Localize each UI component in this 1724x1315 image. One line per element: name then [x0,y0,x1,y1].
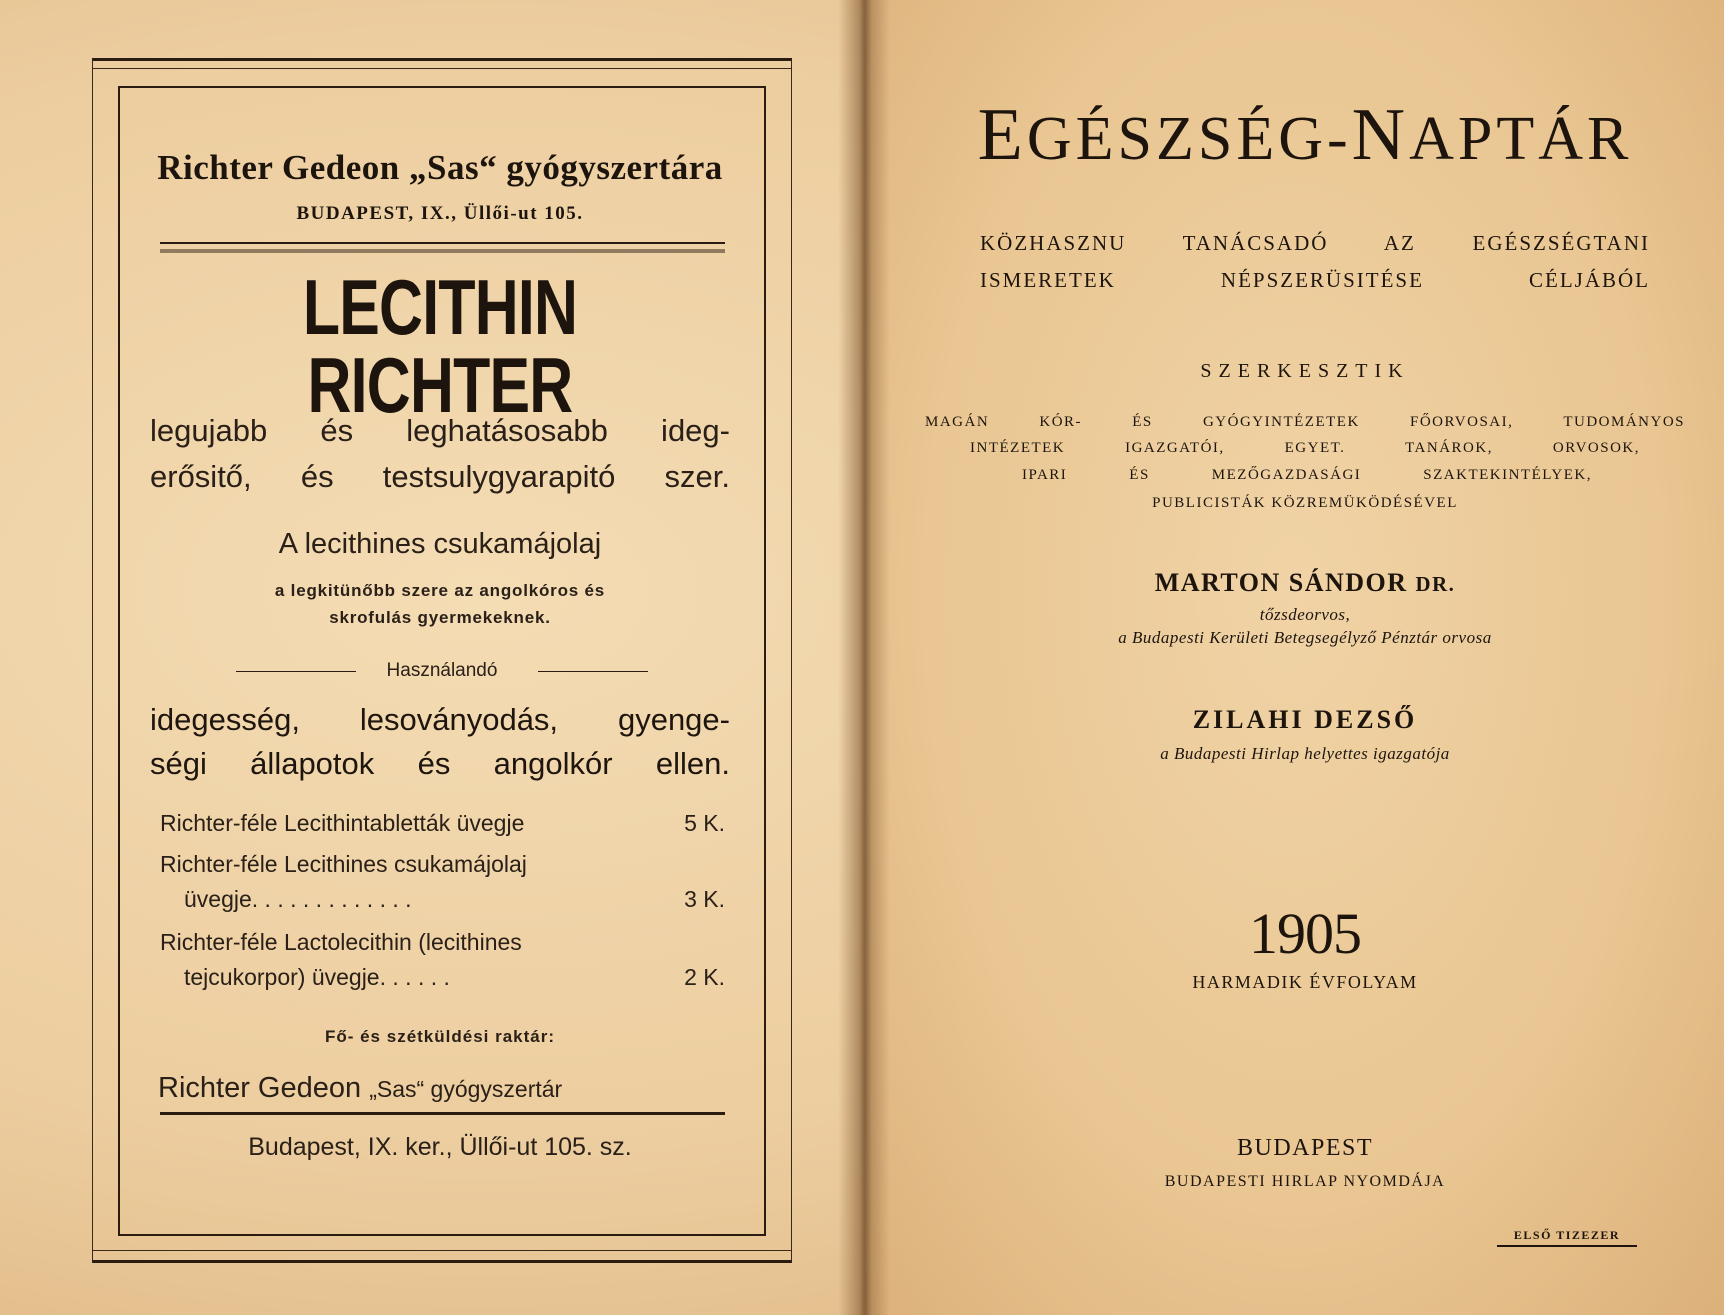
ad-indications-line1: idegesség, lesoványodás, gyenge- [150,702,730,737]
subtitle-line2: ISMERETEK NÉPSZERÜSITÉSE CÉLJÁBÓL [980,268,1650,292]
price-item-1-price: 5 K. [684,810,725,836]
ad-description-line2: erősitő, és testsulygyarapitó szer. [150,459,730,494]
ad-divider-shaded [160,249,725,253]
book-title [940,94,1670,176]
printing-press: BUDAPESTI HIRLAP NYOMDÁJA [1164,1173,1446,1190]
price-item-3-label-cont: tejcukorpor) üvegje. . . . . . [184,964,450,990]
ad-shop-name: Richter Gedeon „Sas“ gyógyszertára [157,148,723,187]
price-item-2-price: 3 K. [684,886,725,912]
price-item-3 [160,929,725,956]
editor1 [940,568,1670,598]
ad-liver-oil-note-line2: skrofulás gyermekeknek. [329,608,551,627]
editor1-org: a Budapesti Kerületi Betegsegélyző Pénztár orvosa [1118,628,1492,647]
price-item-3-cont [184,964,725,991]
ad-description-line1: legujabb és leghatásosabb ideg- [150,413,730,448]
editor2-name: ZILAHI DEZSŐ [1192,705,1418,734]
price-item-1 [160,810,725,837]
ad-depot-address: Budapest, IX. ker., Üllői-ut 105. sz. [248,1133,632,1161]
title-part1: GÉSZSÉG- [1026,105,1352,173]
edited-by-label: SZERKESZTIK [1200,360,1410,382]
contributors-line3: IPARI ÉS MEZŐGAZDASÁGI SZAKTEKINTÉLYEK, [1022,467,1592,483]
ad-product-name: LECITHIN RICHTER [302,263,578,429]
subtitle-line1: KÖZHASZNU TANÁCSADÓ AZ EGÉSZSÉGTANI [980,231,1650,255]
contributors-line2: INTÉZETEK IGAZGATÓI, EGYET. TANÁROK, ORVOSOK, [970,440,1640,456]
ad-depot-underline [160,1112,725,1115]
price-item-1-label: Richter-féle Lecithintabletták üvegje [160,810,525,836]
contributors-line4: PUBLICISTÁK KÖZREMÜKÖDÉSÉVEL [1152,495,1458,511]
ad-usage-label: Használandó [386,660,498,681]
ad-divider [160,242,725,244]
publication-city: BUDAPEST [1236,1135,1374,1161]
ad-liver-oil-note-line1: a legkitünőbb szere az angolkóros és [274,581,606,600]
ad-frame-line-bottom [92,1250,792,1251]
price-item-2-label-cont: üvegje. . . . . . . . . . . . . [184,886,412,912]
publication-year: 1905 [1249,901,1361,966]
title-initial-n: N [1351,94,1410,176]
ad-indications-line2: ségi állapotok és angolkór ellen. [150,746,730,781]
ad-shop-address: BUDAPEST, IX., Üllői-ut 105. [296,203,584,224]
contributors-line1: MAGÁN KÓR- ÉS GYÓGYINTÉZETEK FŐORVOSAI, TUDOMÁNYOS [925,414,1685,430]
price-item-3-label: Richter-féle Lactolecithin (lecithines [160,929,522,955]
ad-depot-shop [158,1072,726,1105]
price-item-3-price: 2 K. [684,964,725,990]
ad-frame-line-top [92,68,792,69]
volume-label: HARMADIK ÉVFOLYAM [1192,972,1418,992]
title-part2: APTÁR [1409,105,1633,173]
ad-liver-oil: A lecithines csukamájolaj [278,528,602,560]
price-item-2-cont [184,886,725,913]
right-page [862,0,1724,1315]
editor1-title: DR. [1415,573,1456,596]
ad-depot-shop-tail: „Sas“ gyógyszertár [369,1076,563,1102]
ad-usage-heading [236,660,648,684]
ad-depot-shop-name: Richter Gedeon [158,1072,362,1104]
ad-depot-label: Fő- és szétküldési raktár: [324,1027,556,1046]
editor2-org: a Budapesti Hirlap helyettes igazgatója [1160,744,1450,763]
editor1-role: tőzsdeorvos, [1259,605,1351,624]
editor1-name: MARTON SÁNDOR [1154,568,1408,597]
title-initial-e: E [977,94,1027,176]
price-item-2-label: Richter-féle Lecithines csukamájolaj [160,851,527,877]
price-item-2 [160,851,725,878]
book-gutter [838,0,890,1315]
edition-label: ELSŐ TIZEZER [1497,1228,1637,1247]
usage-rule-right [538,671,648,672]
